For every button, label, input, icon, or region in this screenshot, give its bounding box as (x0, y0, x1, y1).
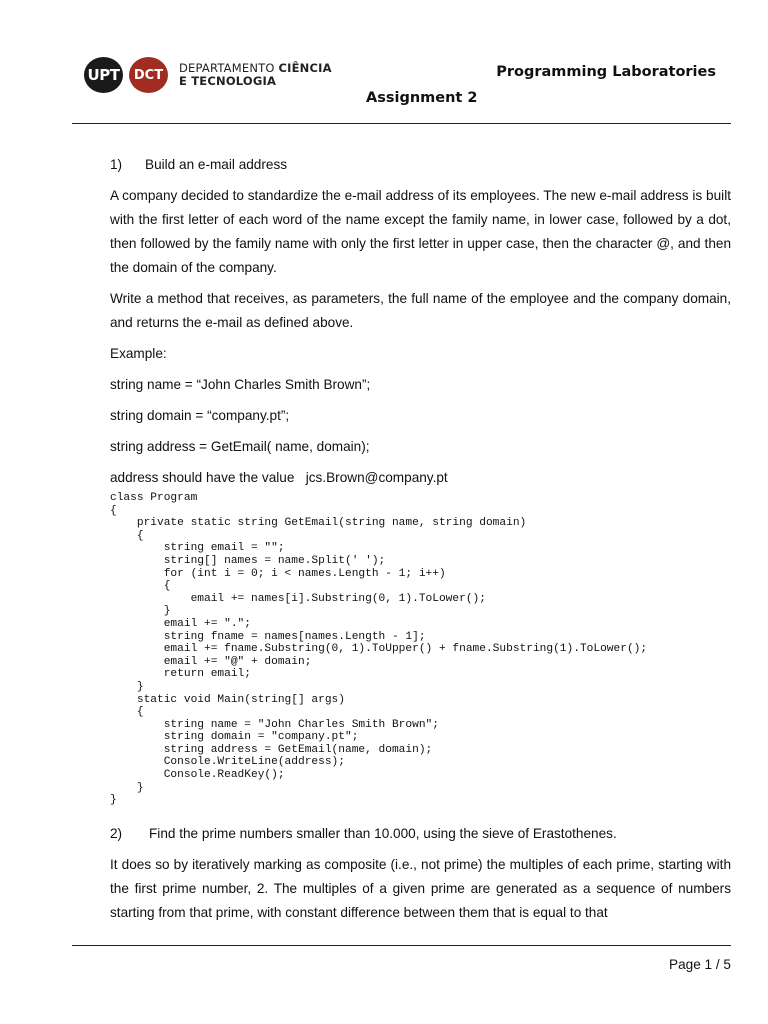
code-listing: class Program { private static string GetEmail(string name, string domain) { string email = ""; string[] names = name.Split(' '); for (int i = 0; i < names.Length - 1; i++) { email += names[i].Substring(0, 1).ToLower(); } email += "."; string fname = names[names.Length - 1]; email += fname.Substring(0, 1).ToUpper() + fname.Substring(1).ToLower(); email += "@" + domain; return email; } static void Main(string[] args) { string name = "John Charles Smith Brown"; string domain = "company.pt"; string address = GetEmail(name, domain); Console.WriteLine(address); Console.ReadKey(); } } (110, 492, 648, 807)
assignment-title: Assignment 2 (366, 90, 478, 106)
section1-title: Build an e-mail address (145, 157, 288, 172)
section2-number: 2) (110, 825, 123, 841)
department-line1: DEPARTAMENTO (179, 61, 279, 75)
section2-paragraph1: It does so by iteratively marking as composite (i.e., not prime) the multiples of each prime, starting with the first prime number, 2. The multiples of a given prime are generated as a sequence of numbers starting from that prime, with constant difference between them that is equal to that (110, 856, 731, 920)
section1-number: 1) (110, 157, 123, 172)
example-line-address: string address = GetEmail( name, domain); (110, 439, 370, 454)
example-line-domain: string domain = “company.pt”; (110, 408, 290, 423)
upt-logo: UPT (84, 57, 123, 93)
department-name (179, 62, 332, 88)
page-number: Page 1 / 5 (669, 957, 731, 972)
dct-logo: DCT (129, 57, 168, 93)
example-label: Example: (110, 346, 167, 361)
section1-heading (110, 153, 731, 177)
department-line2: E TECNOLOGIA (179, 74, 277, 88)
example-line-name: string name = “John Charles Smith Brown”; (110, 377, 371, 392)
header-divider (72, 123, 731, 124)
document-body (110, 153, 731, 925)
department-line1-bold: CIÊNCIA (278, 61, 332, 75)
section2-title: Find the prime numbers smaller than 10.000, using the sieve of Erastothenes. (149, 825, 617, 841)
footer-divider (72, 945, 731, 946)
header-logos (84, 57, 332, 93)
section2-heading (110, 822, 731, 846)
section1-paragraph1: A company decided to standardize the e-mail address of its employees. The new e-mail address is built with the first letter of each word of the name except the family name, in lower case, followed by a dot, then followed by the family name with only the first letter in upper case, then the character @, and then the domain of the company. (110, 188, 731, 275)
section1-paragraph2: Write a method that receives, as parameters, the full name of the employee and the company domain, and returns the e-mail as defined above. (110, 291, 731, 330)
example-line-result: address should have the value jcs.Brown@company.pt (110, 470, 448, 485)
course-title: Programming Laboratories (496, 64, 716, 80)
